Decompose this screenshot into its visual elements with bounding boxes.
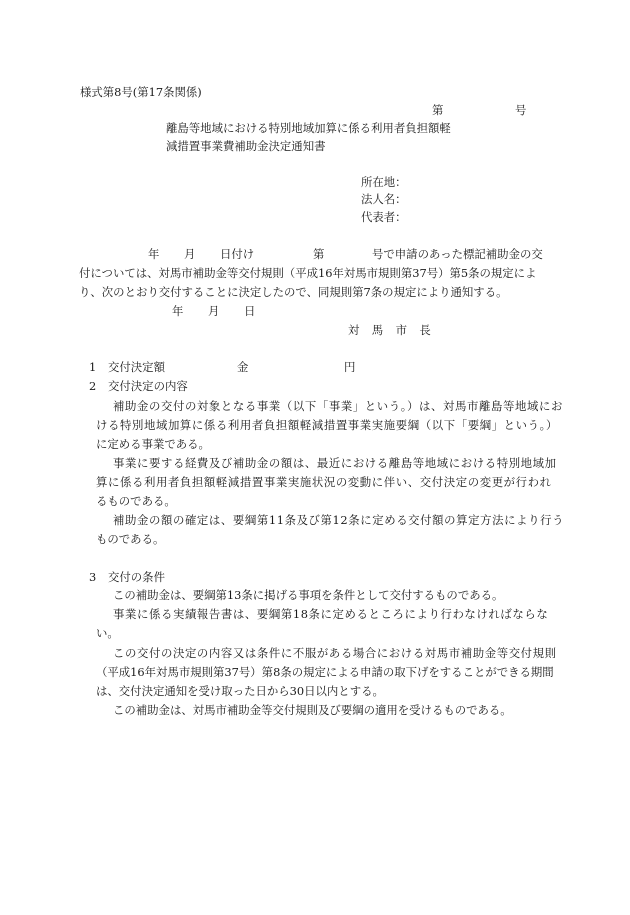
section-2-p1-line-1: 補助金の交付の対象となる事業（以下「事業」という。）は、対馬市離島等地域にお (113, 399, 563, 413)
doc-title-line-1: 離島等地域における特別地域加算に係る利用者負担額軽 (166, 121, 451, 135)
section-1-heading: 交付決定額 (108, 360, 165, 374)
section-3-p2-line-1: 事業に係る実績報告書は、要綱第18条に定めるところにより行わなければならな (113, 607, 549, 621)
section-3-p4-line-1: この補助金は、対馬市補助金等交付規則及び要綱の適用を受けるものである。 (113, 703, 512, 717)
section-2-p2-line-3: るものである。 (96, 494, 176, 508)
section-3-p2-line-2: い。 (96, 626, 119, 640)
section-2-p3-line-2: ものである。 (96, 532, 165, 546)
body-line-3: り、次のとおり交付することに決定したので、同規則第7条の規定により通知する。 (79, 285, 508, 299)
doc-number-suffix: 号 (515, 103, 527, 117)
section-3-p3-line-3: は、交付決定通知を受け取った日から30日以内とする。 (96, 684, 384, 698)
section-3-number: 3 (89, 570, 97, 584)
body-date: 日付け (220, 247, 255, 261)
address-label: 所在地： (361, 175, 407, 189)
section-2-p1-line-2: ける特別地域加算に係る利用者負担額軽減措置事業実施要綱（以下「要綱」という。） (96, 418, 558, 432)
body-no-prefix: 第 (313, 247, 325, 261)
section-2-p1-line-3: に定める事業である。 (96, 437, 210, 451)
doc-number-prefix: 第 (432, 103, 444, 117)
section-2-p2-line-2: 算に係る利用者負担額軽減措置事業実施状況の変動に伴い、交付決定の変更が行われ (96, 475, 552, 489)
form-id: 様式第8号(第17条関係) (80, 85, 202, 99)
section-2-p3-line-1: 補助金の額の確定は、要綱第11条及び第12条に定める交付額の算定方法により行う (113, 513, 565, 527)
section-2-heading: 交付決定の内容 (108, 379, 188, 393)
notice-day: 日 (244, 304, 256, 318)
body-line-1-rest: 号で申請のあった標記補助金の交 (372, 247, 543, 261)
amount-yen: 円 (344, 360, 356, 374)
section-2-p2-line-1: 事業に要する経費及び補助金の額は、最近における離島等地域における特別地域加 (113, 456, 557, 470)
section-3-p3-line-1: この交付の決定の内容又は条件に不服がある場合における対馬市補助金等交付規則 (113, 646, 557, 660)
section-3-p3-line-2: （平成16年対馬市規則第37号）第8条の規定による申請の取下げをすることができる期間 (96, 665, 554, 679)
section-3-p1-line-1: この補助金は、要綱第13条に掲げる事項を条件として交付するものである。 (113, 588, 504, 602)
doc-title-line-2: 減措置事業費補助金決定通知書 (166, 139, 326, 153)
body-line-2: 付については、対馬市補助金等交付規則（平成16年対馬市規則第37号）第5条の規定によ (79, 266, 537, 280)
issuer-name: 対 馬 市 長 (348, 323, 432, 337)
notice-month: 月 (208, 304, 220, 318)
corp-name-label: 法人名： (361, 192, 407, 206)
representative-label: 代表者： (361, 210, 407, 224)
body-year: 年 (148, 247, 160, 261)
notice-year: 年 (172, 304, 184, 318)
body-month: 月 (184, 247, 196, 261)
section-1-number: 1 (89, 360, 97, 374)
section-3-heading: 交付の条件 (108, 570, 165, 584)
amount-kin: 金 (237, 360, 249, 374)
section-2-number: 2 (89, 379, 97, 393)
